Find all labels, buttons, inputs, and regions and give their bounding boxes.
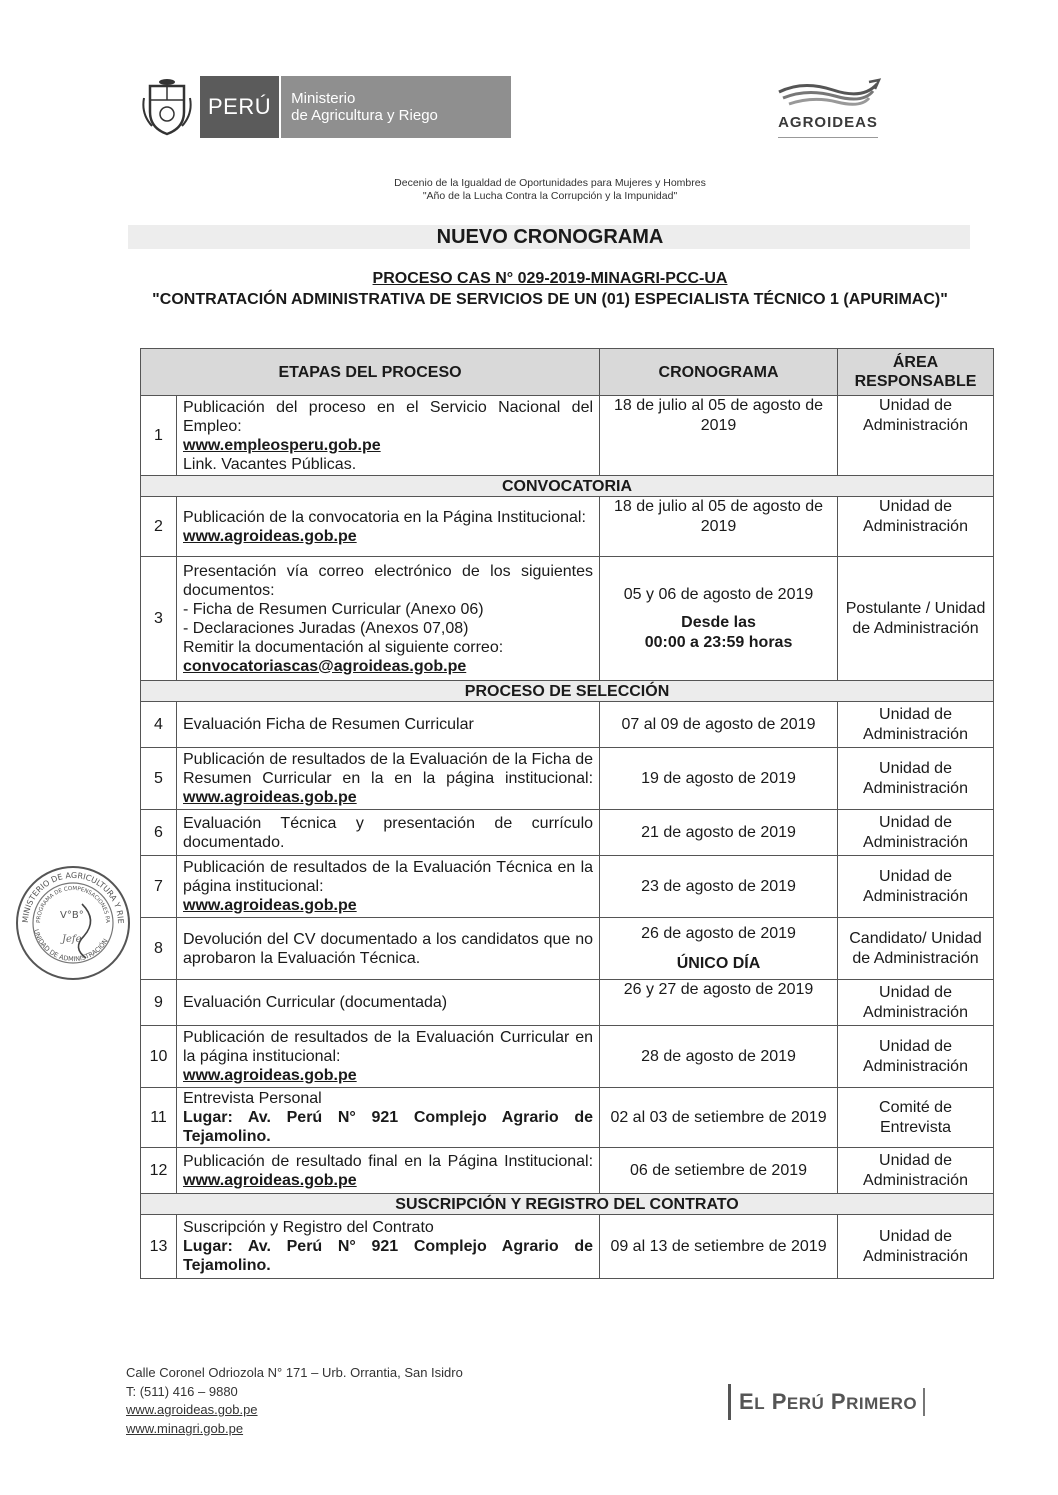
row-cronograma: 18 de julio al 05 de agosto de 2019: [600, 497, 838, 557]
header-area-line-2: RESPONSABLE: [854, 373, 977, 390]
agroideas-wave-icon: [773, 78, 883, 112]
etapa-text: - Declaraciones Juradas (Anexos 07,08): [183, 619, 469, 637]
etapa-text: Publicación de resultados de la Evaluación de la Ficha de Resumen Curricular en la en la página institucional:: [183, 751, 594, 787]
etapa-text: Publicación de resultados de la Evaluación Técnica en la página institucional:: [183, 859, 594, 895]
row-area: Unidad de Administración: [838, 702, 994, 748]
header-etapas: ETAPAS DEL PROCESO: [141, 349, 600, 396]
table-row: [141, 748, 994, 810]
row-area: Unidad de Administración: [838, 980, 994, 1026]
slogan-cap: E: [739, 1389, 755, 1414]
row-cronograma: 18 de julio al 05 de agosto de 2019: [600, 396, 838, 476]
header-area: [838, 349, 994, 396]
cronograma-bold: 00:00 a 23:59 horas: [644, 633, 793, 651]
section-row: [141, 1194, 994, 1215]
row-cronograma: 07 al 09 de agosto de 2019: [600, 702, 838, 748]
row-area: Unidad de Administración: [838, 1215, 994, 1279]
etapa-text: Suscripción y Registro del Contrato: [183, 1219, 434, 1236]
slogan-bar: [728, 1384, 731, 1420]
header-cronograma: CRONOGRAMA: [600, 349, 838, 396]
cronograma-text: 26 de agosto de 2019: [641, 924, 796, 942]
cronograma-bold: Desde las: [681, 613, 756, 631]
row-etapa: Evaluación Ficha de Resumen Curricular: [177, 702, 600, 748]
decenio-line-1: Decenio de la Igualdad de Oportunidades para Mujeres y Hombres: [394, 177, 706, 189]
agroideas-link[interactable]: www.agroideas.gob.pe: [183, 527, 357, 545]
footer-web-minagri[interactable]: www.minagri.gob.pe: [126, 1420, 244, 1436]
footer-contact: [126, 1364, 463, 1438]
etapa-location: Lugar: Av. Perú N° 921 Complejo Agrario de Tejamolino.: [183, 1109, 594, 1145]
etapa-text: Publicación del proceso en el Servicio Nacional del Empleo:: [183, 398, 594, 435]
etapa-text: Publicación de resultados de la Evaluación Curricular en la página institucional:: [183, 1029, 594, 1065]
row-area: Comité de Entrevista: [838, 1088, 994, 1148]
table-row: [141, 702, 994, 748]
ministry-line-2: de Agricultura y Riego: [291, 107, 438, 124]
table-row: [141, 1148, 994, 1194]
stamp-outer-text: MINISTERIO DE AGRICULTURA Y RIE: [20, 870, 126, 924]
stamp-signature-label: Jefe: [62, 934, 82, 945]
row-etapa: [177, 1088, 600, 1148]
agroideas-logo: [768, 78, 888, 148]
stamp-bottom-text: UNIDAD DE ADMINISTRACIÓN: [32, 928, 110, 964]
section-seleccion: PROCESO DE SELECCIÓN: [141, 681, 994, 702]
table-row: [141, 1088, 994, 1148]
slogan-rest: ERÚ: [786, 1394, 825, 1413]
row-number: 6: [141, 810, 177, 856]
row-cronograma: 06 de setiembre de 2019: [600, 1148, 838, 1194]
section-convocatoria: CONVOCATORIA: [141, 476, 994, 497]
table-row: [141, 980, 994, 1026]
row-area: Unidad de Administración: [838, 810, 994, 856]
cronograma-text: 05 y 06 de agosto de 2019: [623, 585, 814, 603]
row-number: 12: [141, 1148, 177, 1194]
decenio-text: [0, 177, 1058, 203]
etapa-text: Link. Vacantes Públicas.: [183, 455, 357, 473]
row-etapa: [177, 557, 600, 681]
agroideas-name: AGROIDEAS: [778, 114, 878, 131]
table-row: [141, 396, 994, 476]
row-etapa: [177, 396, 600, 476]
row-number: 5: [141, 748, 177, 810]
slogan-cap: P: [771, 1389, 787, 1414]
table-row: [141, 557, 994, 681]
etapa-text: Presentación vía correo electrónico de los siguientes documentos:: [183, 562, 594, 599]
footer-web-agroideas[interactable]: www.agroideas.gob.pe: [126, 1402, 258, 1417]
row-cronograma: 02 al 03 de setiembre de 2019: [600, 1088, 838, 1148]
page-title: NUEVO CRONOGRAMA: [436, 226, 664, 248]
agroideas-link[interactable]: www.agroideas.gob.pe: [183, 789, 357, 806]
slogan-rest: RIMERO: [846, 1394, 918, 1413]
row-number: 7: [141, 856, 177, 918]
etapa-text: Entrevista Personal: [183, 1090, 322, 1107]
row-cronograma: 28 de agosto de 2019: [600, 1026, 838, 1088]
row-number: 11: [141, 1088, 177, 1148]
row-area: Unidad de Administración: [838, 748, 994, 810]
table-row: [141, 810, 994, 856]
slogan-bar-right: [923, 1388, 925, 1416]
agroideas-link[interactable]: www.agroideas.gob.pe: [183, 1067, 357, 1084]
etapa-location: Lugar: Av. Perú N° 921 Complejo Agrario de Tejamolino.: [183, 1238, 594, 1274]
row-number: 9: [141, 980, 177, 1026]
row-number: 2: [141, 497, 177, 557]
row-etapa: [177, 1148, 600, 1194]
row-cronograma: 09 al 13 de setiembre de 2019: [600, 1215, 838, 1279]
section-suscripcion: SUSCRIPCIÓN Y REGISTRO DEL CONTRATO: [141, 1194, 994, 1215]
agroideas-link[interactable]: www.agroideas.gob.pe: [183, 897, 357, 914]
process-description: "CONTRATACIÓN ADMINISTRATIVA DE SERVICIOS DE UN (01) ESPECIALISTA TÉCNICO 1 (APURIMAC)": [152, 291, 948, 308]
row-etapa: Devolución del CV documentado a los candidatos que no aprobaron la Evaluación Técnica.: [177, 918, 600, 980]
row-etapa: Evaluación Técnica y presentación de currículo documentado.: [177, 810, 600, 856]
table-row: [141, 1215, 994, 1279]
slogan-text: [739, 1389, 917, 1415]
row-cronograma: 19 de agosto de 2019: [600, 748, 838, 810]
decenio-line-2: "Año de la Lucha Contra la Corrupción y la Impunidad": [422, 190, 678, 202]
row-cronograma: 26 y 27 de agosto de 2019: [600, 980, 838, 1026]
row-area: Unidad de Administración: [838, 396, 994, 476]
row-area: Unidad de Administración: [838, 856, 994, 918]
row-number: 4: [141, 702, 177, 748]
footer-phone: T: (511) 416 – 9880: [126, 1383, 238, 1399]
table-row: [141, 497, 994, 557]
footer-address: Calle Coronel Odriozola N° 171 – Urb. Orrantia, San Isidro: [126, 1365, 463, 1380]
slogan-cap: P: [830, 1389, 847, 1414]
row-area: Unidad de Administración: [838, 1148, 994, 1194]
agroideas-link[interactable]: www.agroideas.gob.pe: [183, 1171, 357, 1189]
slogan-rest: L: [754, 1394, 766, 1413]
table-row: [141, 918, 994, 980]
row-cronograma: 21 de agosto de 2019: [600, 810, 838, 856]
row-number: 1: [141, 396, 177, 476]
row-number: 3: [141, 557, 177, 681]
section-row: [141, 681, 994, 702]
row-area: Postulante / Unidad de Administración: [838, 557, 994, 681]
etapa-text: - Ficha de Resumen Curricular (Anexo 06): [183, 600, 484, 618]
government-logo: [138, 76, 511, 138]
row-area: Unidad de Administración: [838, 497, 994, 557]
ministry-line-1: Ministerio: [291, 90, 356, 107]
row-area: Candidato/ Unidad de Administración: [838, 918, 994, 980]
schedule-table: [140, 348, 994, 1279]
email-link[interactable]: convocatoriascas@agroideas.gob.pe: [183, 657, 467, 675]
peru-label: PERÚ: [200, 76, 279, 138]
row-etapa: [177, 1026, 600, 1088]
row-etapa: [177, 748, 600, 810]
table-row: [141, 856, 994, 918]
header-area-line-1: ÁREA: [892, 354, 939, 371]
agroideas-tagline: [778, 133, 878, 138]
row-number: 13: [141, 1215, 177, 1279]
stamp-center-text: V°B°: [60, 910, 84, 921]
process-code: PROCESO CAS N° 029-2019-MINAGRI-PCC-UA: [372, 270, 728, 287]
section-row: [141, 476, 994, 497]
row-etapa: Evaluación Curricular (documentada): [177, 980, 600, 1026]
row-cronograma: [600, 918, 838, 980]
approval-stamp: [12, 862, 134, 984]
etapa-text: Publicación de resultado final en la Página Institucional:: [183, 1152, 594, 1170]
slogan-el-peru-primero: [728, 1382, 978, 1422]
etapa-text: Remitir la documentación al siguiente correo:: [183, 638, 504, 656]
row-etapa: [177, 497, 600, 557]
stamp-inner-text: PROGRAMA DE COMPENSACIONES PA: [35, 885, 111, 924]
row-cronograma: 23 de agosto de 2019: [600, 856, 838, 918]
table-row: [141, 1026, 994, 1088]
row-etapa: [177, 856, 600, 918]
peru-coat-of-arms-icon: [138, 76, 196, 138]
empleosperu-link[interactable]: www.empleosperu.gob.pe: [183, 436, 381, 454]
row-cronograma: [600, 557, 838, 681]
row-area: Unidad de Administración: [838, 1026, 994, 1088]
etapa-text: Publicación de la convocatoria en la Página Institucional:: [183, 508, 586, 526]
row-number: 8: [141, 918, 177, 980]
cronograma-bold: ÚNICO DÍA: [676, 954, 761, 972]
table-header-row: [141, 349, 994, 396]
row-number: 10: [141, 1026, 177, 1088]
ministry-label: [281, 76, 511, 138]
row-etapa: [177, 1215, 600, 1279]
